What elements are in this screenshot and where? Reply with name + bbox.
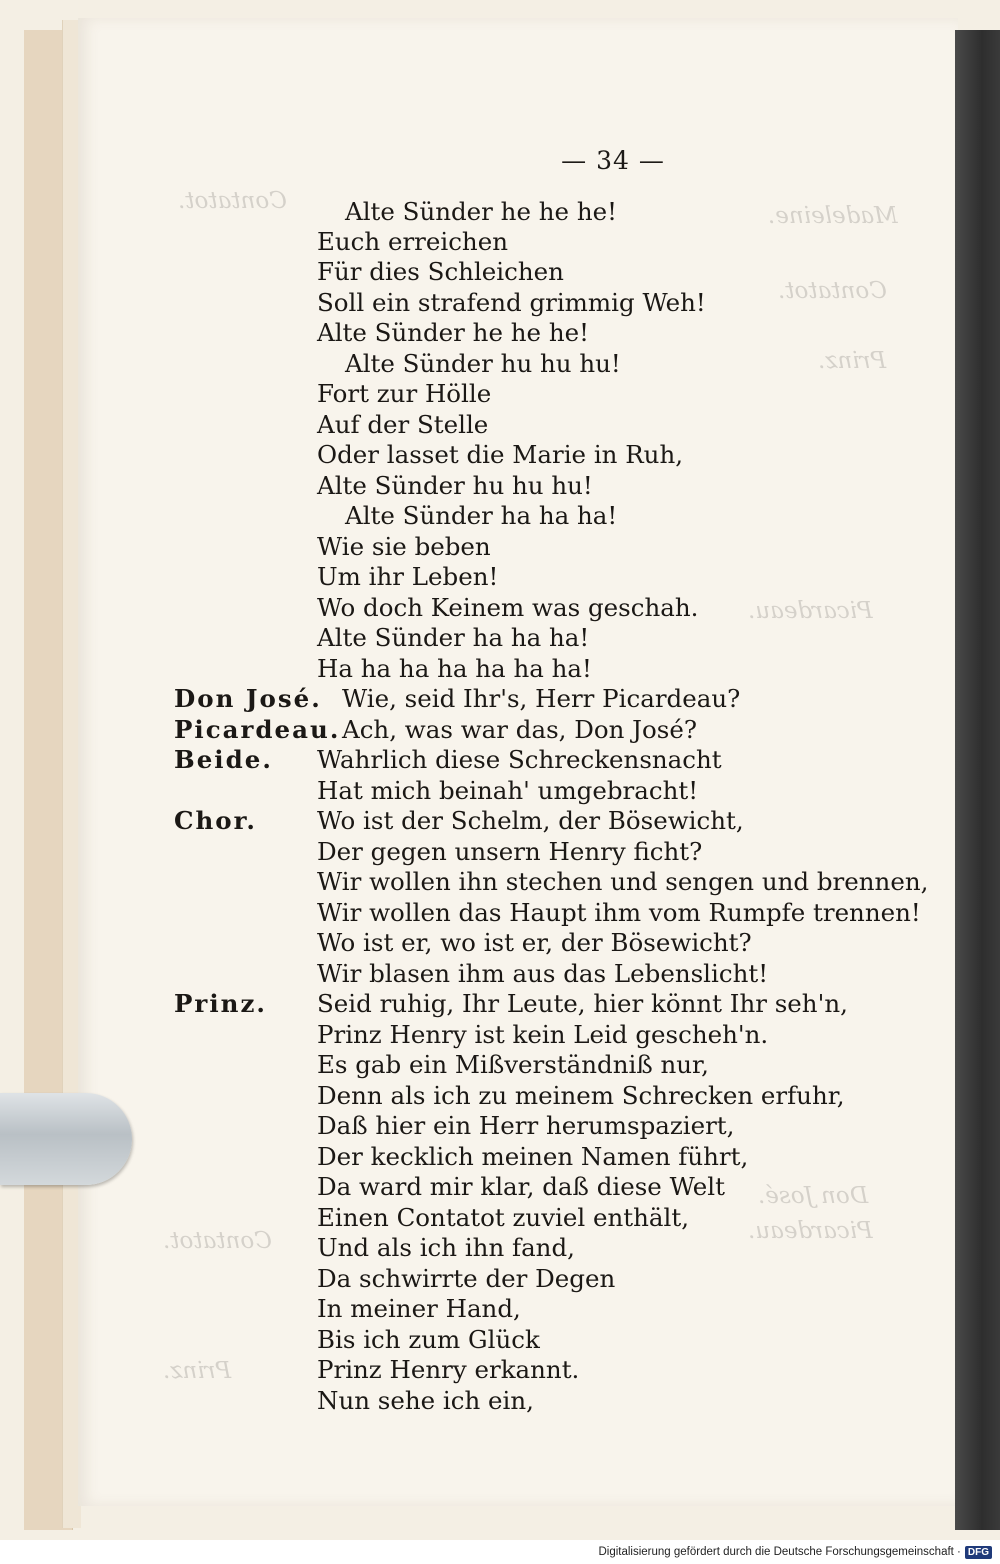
text-line: Wie sie beben — [317, 532, 491, 561]
text-line: Wie, seid Ihr's, Herr Picardeau? — [342, 684, 741, 713]
text-line: Für dies Schleichen — [317, 257, 564, 286]
digitization-credit — [598, 1543, 992, 1561]
show-through-text: Don José. — [758, 1183, 869, 1209]
text-line: Ach, was war das, Don José? — [342, 715, 697, 744]
text-line: Einen Contatot zuviel enthält, — [317, 1203, 689, 1232]
show-through-text: Contatot. — [778, 278, 887, 304]
text-line: Der kecklich meinen Namen führt, — [317, 1142, 749, 1171]
text-line: Es gab ein Mißverständniß nur, — [317, 1050, 709, 1079]
text-line: Denn als ich zu meinem Schrecken erfuhr, — [317, 1081, 845, 1110]
text-line: Da schwirrte der Degen — [317, 1264, 616, 1293]
text-line: Alte Sünder he he he! — [345, 197, 617, 226]
text-line: Der gegen unsern Henry ficht? — [317, 837, 703, 866]
text-line: Da ward mir klar, daß diese Welt — [317, 1172, 725, 1201]
speaker-don-jose: Don José. — [174, 684, 322, 713]
credit-text: Digitalisierung gefördert durch die Deutsche Forschungsgemeinschaft · — [598, 1546, 961, 1558]
text-line: Hat mich beinah' umgebracht! — [317, 776, 699, 805]
show-through-text: Contatot. — [178, 188, 287, 214]
text-line: Alte Sünder ha ha ha! — [345, 501, 618, 530]
text-line: Um ihr Leben! — [317, 562, 499, 591]
text-line: Prinz Henry erkannt. — [317, 1355, 580, 1384]
text-line: Wo doch Keinem was geschah. — [317, 593, 699, 622]
text-line: Fort zur Hölle — [317, 379, 492, 408]
show-through-text: Madeleine. — [768, 203, 898, 229]
text-line: Alte Sünder ha ha ha! — [317, 623, 590, 652]
book-gutter-shadow — [955, 30, 1000, 1530]
text-line: Alte Sünder hu hu hu! — [345, 349, 621, 378]
text-line: Wir wollen das Haupt ihm vom Rumpfe trennen! — [317, 898, 921, 927]
text-line: Nun sehe ich ein, — [317, 1386, 534, 1415]
text-line: Daß hier ein Herr herumspaziert, — [317, 1111, 735, 1140]
text-line: Oder lasset die Marie in Ruh, — [317, 440, 684, 469]
text-line: Seid ruhig, Ihr Leute, hier könnt Ihr seh'n, — [317, 989, 848, 1018]
text-line: Wahrlich diese Schreckensnacht — [317, 745, 722, 774]
speaker-prinz: Prinz. — [174, 989, 267, 1018]
text-line: In meiner Hand, — [317, 1294, 521, 1323]
text-line: Wo ist der Schelm, der Bösewicht, — [317, 806, 744, 835]
text-line: Und als ich ihn fand, — [317, 1233, 575, 1262]
text-line: Wir blasen ihm aus das Lebenslicht! — [317, 959, 769, 988]
show-through-text: Prinz. — [818, 348, 887, 374]
show-through-text: Picardeau. — [748, 1218, 873, 1244]
text-line: Ha ha ha ha ha ha ha! — [317, 654, 592, 683]
text-line: Alte Sünder he he he! — [317, 318, 589, 347]
show-through-text: Picardeau. — [748, 598, 873, 624]
speaker-beide: Beide. — [174, 745, 273, 774]
text-line: Alte Sünder hu hu hu! — [317, 471, 593, 500]
page-clip-holder — [0, 1093, 132, 1185]
show-through-text: Contatot. — [163, 1228, 272, 1254]
show-through-text: Prinz. — [163, 1358, 232, 1384]
text-line: Euch erreichen — [317, 227, 508, 256]
text-line: Auf der Stelle — [317, 410, 489, 439]
text-line: Soll ein strafend grimmig Weh! — [317, 288, 706, 317]
text-line: Wo ist er, wo ist er, der Bösewicht? — [317, 928, 752, 957]
dfg-logo: DFG — [965, 1546, 992, 1559]
page-number: — 34 — — [561, 146, 665, 175]
text-line: Prinz Henry ist kein Leid gescheh'n. — [317, 1020, 769, 1049]
speaker-picardeau: Picardeau. — [174, 715, 341, 744]
text-line: Bis ich zum Glück — [317, 1325, 540, 1354]
speaker-chor: Chor. — [174, 806, 257, 835]
text-line: Wir wollen ihn stechen und sengen und brennen, — [317, 867, 929, 896]
